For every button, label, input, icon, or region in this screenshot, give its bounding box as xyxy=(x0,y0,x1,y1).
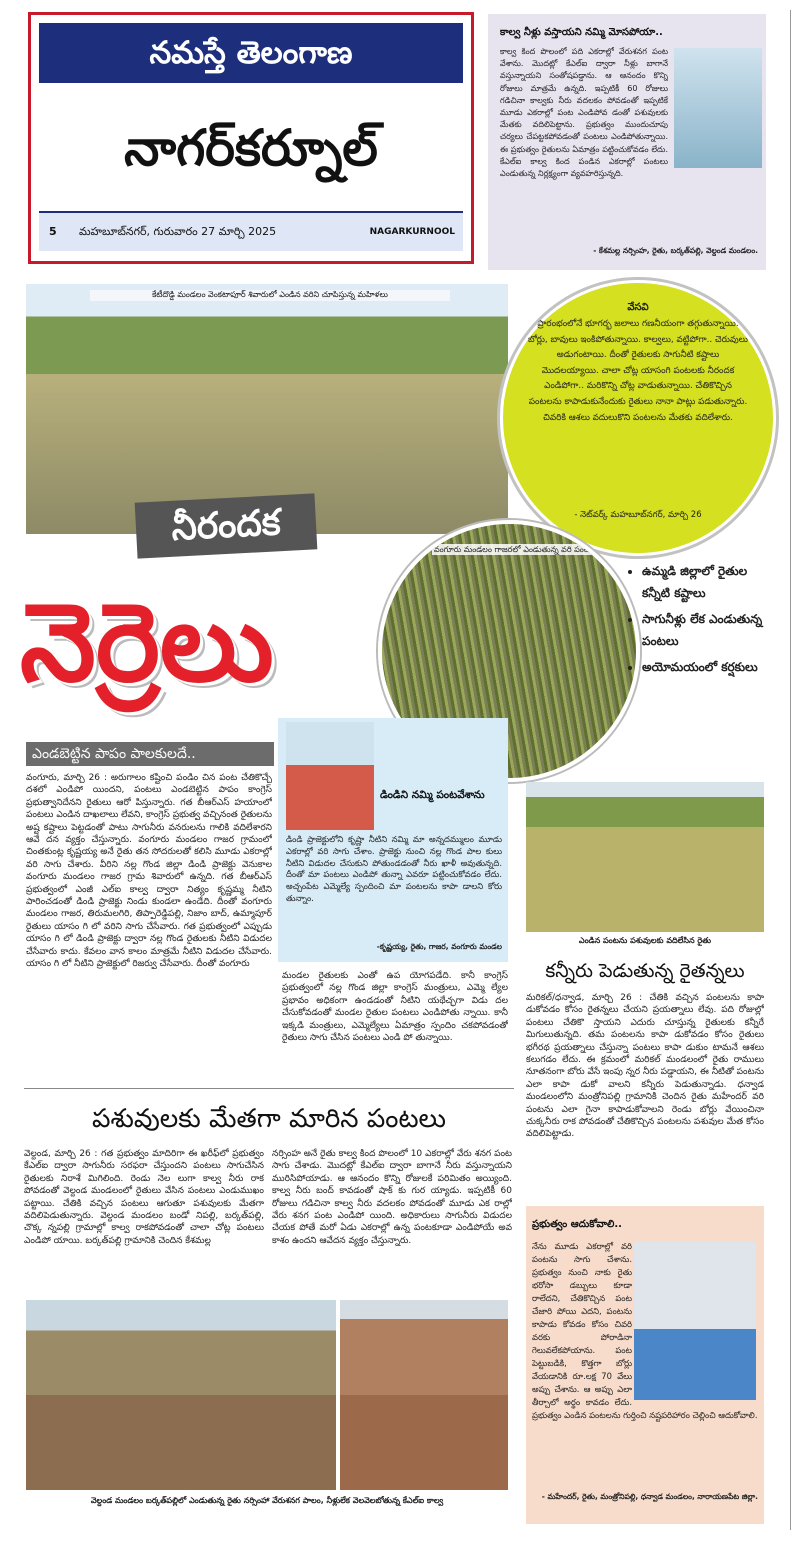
page-number: 5 xyxy=(49,225,57,238)
article-mid-body: మండల రైతులకు ఎంతో ఉప యోగపడేది. కానీ కాంగ్రెస్ ప్రభుత్వంలో నల్ల గొండ జిల్లా కాంగ్రెస్ మంత్రులు, ఎమ్మె ల్యేల ప్రభావం అధికంగా ఉండడంతో నీటిని యథేచ్ఛగా విడు దల చేసుకోవడంతో మండల రైతుల పంటలు ఎండిపోతు న్నాయి. కానీ ఇక్కడి మంత్రులు, ఎమ్మెల్యేలు ఏమాత్రం స్పందిం చకపోవడంతో రైతులు సాగు చేసిన పంటలు ఎండి పో తున్నాయి. xyxy=(282,971,508,1044)
edition-name: NAGARKURNOOL xyxy=(369,227,455,237)
dateline-bar xyxy=(39,211,463,251)
article-bottom-body-col1: వెల్దండ, మార్చి 26 : గత ప్రభుత్వం మాదిరిగా ఈ ఖరీఫ్‌లో ప్రభుత్వం కేఎల్ఐ ద్వారా సాగునీరు సరఫరా చేస్తుందని పంటలు సాగుచేసిన రైతులకు నిరాశే మిగిలింది. రెండు నెల లుగా కాల్వ నీరు రాక పోవడంతో వెల్దండ మండలంలో రైతులు వేసిన పంటలు ఎండుముఖం పట్టాయి. చేతికి వచ్చిన పంటలు ఆగుతూ పశువులకు మేతగా వదిలిపెడుతున్నారు. వెల్దండ మండలం బండో నిపల్లి, బర్కత్‌పల్లి, చొక్క న్నపల్లి గ్రామాల్లో కాల్వ రాకపోవడంతో చాలా చోట్ల పంటలు ఎండిపో యాయి. బర్కత్‌పల్లి గ్రామానికి చెందిన కేశమల్ల xyxy=(24,1149,264,1246)
quote-bottom-attribution: - మహేందర్, రైతు, మంత్రోనిపల్లి, ధన్వాడ మండలం, నారాయణపేట జిల్లా. xyxy=(541,1492,758,1501)
headline-main: నెర్రెలు xyxy=(20,581,274,706)
quote-mid-title: డిండిని నమ్మి పంటవేశాను xyxy=(380,789,485,801)
bullet-item: • ఉమ్మడి జిల్లాలో రైతుల కన్నీటి కష్టాలు xyxy=(642,560,764,604)
headline-kicker: నీరందక xyxy=(135,493,318,558)
circle-caption: వంగూరు మండలం గాజరలో ఎండుతున్న వరి పంట xyxy=(433,545,591,554)
quote-bottom-body xyxy=(532,1240,764,1480)
bullet-item: • సాగునీళ్లు లేక ఎండుతున్న పంటలు xyxy=(642,608,764,652)
quote-mid-body: డిండి ప్రాజెక్టులోని కృష్ణా నీటిని నమ్మి మా అన్నదమ్ములం మూడు ఎకరాల్లో వరి సాగు చేశాం. ప్రాజెక్టు నుంచి నల్ల గొండ పాల కులు నీటిని విడుదల చేసుకుని పోతుండడంతో నీరు ఖాళీ అవుతున్నది. దీంతో మా పంటలు ఎండిపో తున్నా ఎవరూ పట్టించుకోవడం లేదు. అచ్చంపేట ఎమ్మెల్యే స్పందించి మా పంటలను కాపా డాలని కోరు తున్నాం. xyxy=(286,834,502,903)
article-right-body: మరికల్/ధన్వాడ, మార్చి 26 : చేతికి వచ్చిన పంటలను కాపా డుకోవడం కోసం రైతన్నలు చేయని ప్రయత్నాలు లేవు. పది రోజుల్లో పంటలు చేతికొ స్తాయని ఎదురు చూస్తున్న రైతులకు కన్నీరే మిగులుతున్నది. తమ పంటలను కాపా డుకోవడం కోసం రైతులు భగీరథ ప్రయత్నాలు చేస్తున్నా పంటలు కాపా డుకుం టామనే ఆశలు కలుగడం లేదు. ఈ క్రమంలో మరికల్ మండలంలో రైతు రాములు నూతనంగా బోరు వేసే ఇంపు న్నర నీరు పడ్డాయని, ఈ నీటితో పంటను ఎలా కాపా డుకో వాలని కన్నీరు పెడుతున్నాడు. ధన్వాడ మండలంలోని మంత్రోనిపల్లి గ్రామానికి చెందిన రైతు మహేందర్ వరి పంటను ఎలా గైనా కాపాడుకోవాలని రెండు బోర్లు వేయించినా చుక్కనీరు రాక పోవడంతో చేతికొచ్చిన పంటలను పశువుల మేత కోసం వదిలిపెట్టాడు. xyxy=(526,993,764,1140)
bottom-caption: వెల్దండ మండలం బర్కత్‌పల్లిలో ఎండుతున్న రైతు నర్సింహా వేరుశనగ పాలం, నీళ్లులేక వెలవెలబోతున్న కేఎల్ఐ కాల్వ xyxy=(90,1496,444,1505)
cattle-field-photo xyxy=(526,782,764,932)
article-right-title: కన్నీరు పెడుతున్న రైతన్నలు xyxy=(545,960,745,982)
page-edge-line xyxy=(790,10,791,1530)
article-left-body: వంగూరు, మార్చి 26 : అరుగాలం కష్టించి పండిం చిన పంట చేతికొచ్చే దశలో ఎండిపో యిందని, పంటలు ఎండబెట్టిన పాపం కాంగ్రెస్ ప్రభుత్వానిదేనని రైతులు ఆరో పిస్తున్నారు. గత బీఆర్ఎస్ హయాంలో పంటలు ఎండిన దాఖలాలు లేవని, కాంగ్రెస్ ప్రభుత్వ వచ్చినంత రైతులను అష్ట కష్టాలు పెట్టడంతో పాటు సాగునీరు వనరులను గాలికి వదిలేశారని ఆవే దన వ్యక్తం చేస్తున్నారు. వంగూరు మండలం గాజర గ్రామంలో చింతకుంట్ల కృష్ణయ్య అనే రైతు తన సోదరులతో కలిసి మూడు ఎకరాల్లో వరి సాగు చేశారు. వీరిని నల్ల గొండ జిల్లా డిండి ప్రాజెక్టు వెనుకాల వంగూరు మండలం గాజర గ్రామ శివారులో ఉన్నది. గత బీఆర్ఎస్ ప్రభుత్వంలో ఎంజీ ఎల్ఐ కాల్వ ద్వారా నిత్యం కృష్ణమ్మ నీటిని పారించడంతో డిండి ప్రాజెక్టు నిండు కుండలా ఉండేది. దీంతో వంగూరు మండలం గాజర, తిరుమలగిరి, తిప్పారెడ్డిపల్లి, నిజాం బాద్, ఉమ్మాపూర్ రైతులు యాసం గి లో వరిని సాగు చేసేవారు. గత ప్రభుత్వంలో ఎప్పుడు యాసం గి లో డిండి ప్రాజెక్టు ద్వారా నల్ల గొండ రైతులకు నీటిని విడుదల చేసేవారు కాదు. కేవలం వాన కాలం మాత్రమే నీటిని విడుదల చేసేవారు. యాసం గి లో నీటిని ప్రాజెక్టులో రిజర్వు చేసేవారు. దీంతో వంగూరు xyxy=(26,773,272,970)
dateline: మహబూబ్‌నగర్, గురువారం 27 మార్చి 2025 xyxy=(79,225,277,238)
quote-top-attribution: - కేశమల్ల నర్సింహ, రైతు, బర్కత్‌పల్లి, వెల్దండ మండలం. xyxy=(593,246,758,255)
farmer-photo-top xyxy=(674,48,762,168)
intro-body: ప్రారంభంలోనే భూగర్భ జలాలు గణనీయంగా తగ్గుతున్నాయి. బోర్లు, బావులు ఇంకిపోతున్నాయి. కాల్వలు, వట్టిపోగా.. చెరువులు అడుగంటాయి. దీంతో రైతులకు సాగునీటి కష్టాలు మొదలయ్యాయి. చాలా చోట్ల యాసంగి పంటలకు నీరందక ఎండిపోగా.. మరికొన్ని చోట్ల వాడుతున్నాయి. చేతికొచ్చిన పంటలను కాపాడుకునేందుకు రైతులు నానా పాట్లు పడుతున్నారు. చివరికి ఆశలు వదులుకొని పంటలను మేతకు వదిలేశారు. xyxy=(528,319,748,423)
article-bottom-body-col2: నర్సింహ అనే రైతు కాల్వ కింద పొలంలో 10 ఎకరాల్లో వేరు శనగ పంట సాగు చేశాడు. మొదట్లో కేఎల్ఐ ద్వారా బాగానే నీరు వస్తున్నాయని మురిసిపోయాడు. ఆ ఆనందం కొన్ని రోజులకే పరిమితం అయ్యింది. కాల్వ నీరు బంద్ కావడంతో షాక్ కు గుర య్యాడు. ఇప్పటికీ 60 రోజులు గడిచినా కాల్వ నీరు వదలకం పోవడంతో మూడు ఎక రాల్లో వేరు శనగ పంట ఎండిపో యింది. అధికారులు సాగునీరు విడుదల చేయక పోతే మరో ఏడు ఎకరాల్లో ఉన్న పంటకూడా ఎండిపోయే అవ కాశం ఉందని ఆవేదన వ్యక్తం చేస్తున్నారు. xyxy=(272,1149,512,1246)
edition-city: నాగర్‌కర్నూల్ xyxy=(124,119,378,177)
dry-canal-photo xyxy=(340,1300,508,1490)
quote-top-body: కాల్వ కింద పొలంలో పది ఎకరాల్లో వేరుశనగ పంట వేశాను. మొదట్లో కేఎల్ఐ ద్వారా నీళ్లు బాగానే వస్తున్నాయని సంతోషపడ్డాను. ఆ ఆనందం కొన్ని రోజులు మాత్రమే ఉన్నది. ఇప్పటికీ 60 రోజులు గడిచినా కాల్వకు నీరు వదలకం పోవడంతో ఇప్పటికే మూడు ఎకరాల్లో పంట ఎండిపోవ డంతో పశువులకు మేతకు వదిలిపెట్టాను. ప్రభుత్వం ముందుచూపు చర్యలు చేపట్టకపోవడంతో పంటలు ఎండిపోతున్నాయి. ఈ ప్రభుత్వం రైతులను ఏమాత్రం పట్టించుకోవడం లేదు. కేఎల్ఐ కాల్వ కింద పండిన ఎకరాల్లో పంటలు ఎండుతున్న నిర్లక్ష్యంగా వ్యవహరిస్తున్నది. xyxy=(500,47,668,179)
quote-box-top xyxy=(488,14,766,270)
quote-box-bottom xyxy=(526,1206,764,1524)
highlight-bullets xyxy=(628,560,764,770)
intro-lead: వేసవి xyxy=(627,302,649,313)
quote-top-title: కాల్వ నీళ్లు వస్తాయని నమ్మి మోసపోయా.. xyxy=(500,27,663,38)
right-photo-caption: ఎండిన పంటను పశువులకు వదిలేసిన రైతు xyxy=(578,936,712,945)
bullet-item: • అయోమయంలో కర్షకులు xyxy=(642,656,764,678)
subhead-left: ఎండబెట్టిన పాపం పాలకులదే.. xyxy=(26,742,274,766)
masthead xyxy=(28,12,474,264)
intro-attribution: - నెట్‌వర్క్ మహబూబ్‌నగర్, మార్చి 26 xyxy=(574,510,702,520)
quote-bottom-title: ప్రభుత్వం ఆదుకోవాలి.. xyxy=(532,1219,622,1230)
quote-bottom-text: నేను మూడు ఎకరాల్లో వరి పంటను సాగు చేశాను. ప్రభుత్వం నుంచి నాకు రైతు భరోసా డబ్బులు కూడా రాలేదని, చేతికొచ్చిన పంట చేజారి పోయి ఎదని, పంటను కాపాడు కోవడం కోసం చివరి వరకు పోరాడినా గెలువలేకపోయాను. పంట పెట్టుబడికి, కొత్తగా బోర్లు వేయడానికి రూ.లక్ష 70 వేలు అప్పు చేశాను. ఆ అప్పు ఎలా తీర్చాలో అర్థం కావడం లేదు. ప్రభుత్వం ఎండిన పంటలను గుర్తించి నష్టపరిహారం చెల్లించి ఆదుకోవాలి. xyxy=(532,1241,758,1420)
intro-circle xyxy=(500,280,776,556)
photo-caption-top: కేటీదొడ్డి మండలం వెంకటాపూర్ శివారులో ఎండిన వరిని చూపిస్తున్న మహిళలు xyxy=(90,290,450,301)
farmer-photo-mid xyxy=(286,722,374,830)
quote-box-mid xyxy=(278,718,508,962)
groundnut-field-photo xyxy=(26,1300,336,1490)
divider xyxy=(24,1088,514,1089)
paper-name: నమస్తే తెలంగాణ xyxy=(39,23,463,83)
article-bottom-title: పశువులకు మేతగా మారిన పంటలు xyxy=(92,1104,446,1134)
quote-mid-attribution: -కృష్ణయ్య, రైతు, గాజర, వంగూరు మండల xyxy=(376,942,502,951)
